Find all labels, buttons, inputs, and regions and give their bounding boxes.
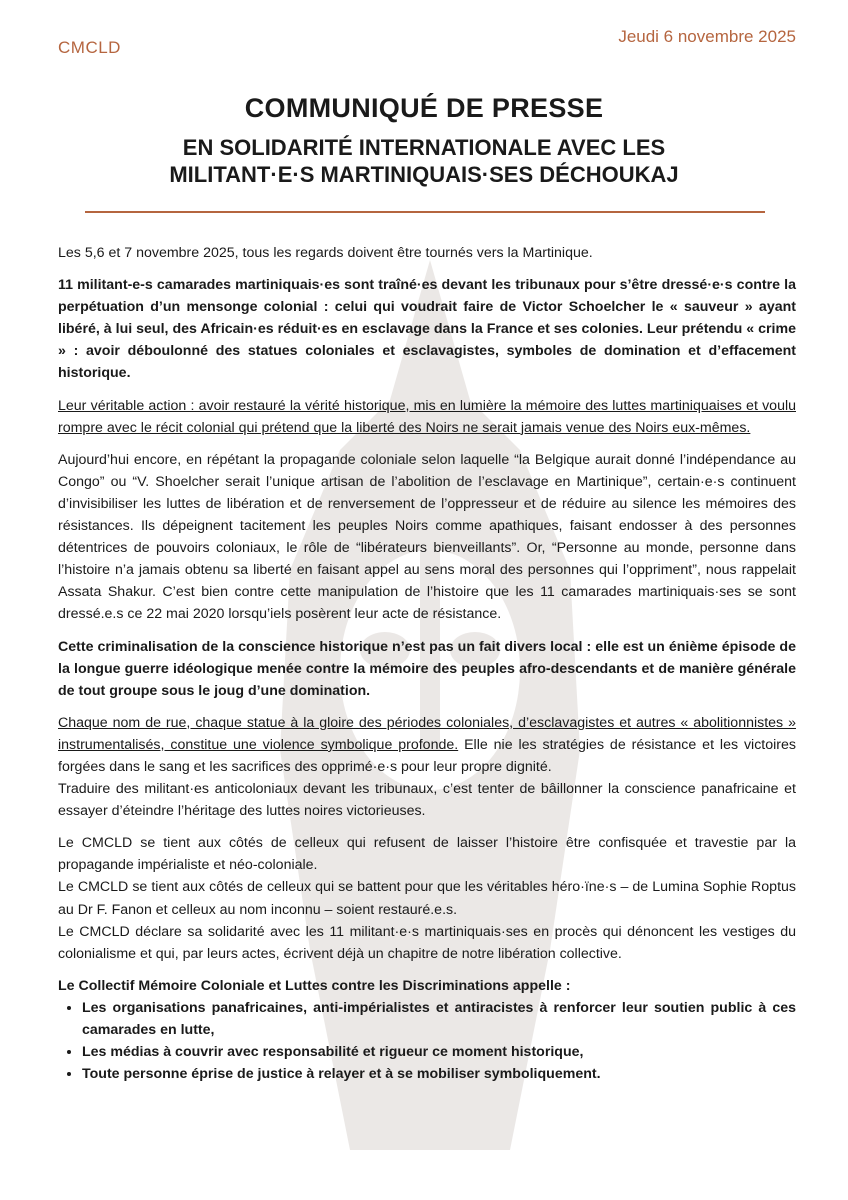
paragraph-criminalisation-text: Cette criminalisation de la conscience historique n’est pas un fait divers local : elle est un énième épisode de la longue guerre idéologique menée contre la mémoire des peuples afro-descendants et de manière générale de tout groupe sous le joug d’une domination. [58,638,796,699]
page-subtitle [60,134,788,188]
paragraph-trial-text: 11 militant-e-s camarades martiniquais·es sont traîné·es devant les tribunaux pour s’être dressé·e·s contre la perpétuation d’un mensonge colonial : celui qui voudrait faire de Victor Schoelcher le « sauveur » ayant libéré, à lui seul, des Africain·es réduit·es en esclavage dans la France et ses colonies. Leur prétendu « crime » : avoir déboulonné des statues coloniales et esclavagistes, symboles de domination et d’effacement historique. [58,277,796,382]
street-names-underlined: Chaque nom de rue, chaque statue à la gloire des périodes coloniales, d’esclavagistes et autres « abolitionnistes » instrumentalisés, constitue une violence symbolique profonde. [58,714,796,753]
list-item: • Toute personne éprise de justice à relayer et à se mobiliser symboliquement. [82,1063,796,1085]
paragraph-appeal-intro [58,975,796,997]
street-names-rest: Elle nie les stratégies de résistance et les victoires forgées dans le sang et les sacrifices des opprimé·e·s pour leur propre dignité. [58,736,796,775]
paragraph-criminalisation [58,636,796,702]
paragraph-intro: Les 5,6 et 7 novembre 2025, tous les regards doivent être tournés vers la Martinique. [58,245,593,261]
subtitle-line-2: MILITANT·E·S MARTINIQUAIS·SES DÉCHOUKAJ [169,162,679,187]
list-item: • Les organisations panafricaines, anti-impérialistes et antiracistes à renforcer leur soutien public à ces camarades en lutte, [82,997,796,1041]
appeal-intro-text: Le Collectif Mémoire Coloniale et Luttes contre les Discriminations appelle : [58,977,571,994]
paragraph-solidarity: Le CMCLD déclare sa solidarité avec les 11 militant·e·s martiniquais·ses en procès qui dénoncent les vestiges du colonialisme et qui, par leurs actes, écrivent déjà un chapitre de notre libération collective. [58,923,796,962]
organization-acronym: CMCLD [58,38,121,57]
paragraph-action [58,395,796,439]
press-release-date: Jeudi 6 novembre 2025 [618,27,796,46]
subtitle-line-1: EN SOLIDARITÉ INTERNATIONALE AVEC LES [182,135,666,160]
list-item: • Les médias à couvrir avec responsabilité et rigueur ce moment historique, [82,1041,796,1063]
paragraph-gag: Traduire des militant·es anticoloniaux devant les tribunaux, c’est tenter de bâillonner la conscience panafricaine et essayer d’éteindre l’héritage des luttes noires victorieuses. [58,781,796,820]
paragraph-action-text: Leur véritable action : avoir restauré la vérité historique, mis en lumière la mémoire des luttes martiniquaises et voulu rompre avec le récit colonial qui prétend que la liberté des Noirs ne serait jamais venue des Noirs eux-mêmes. [58,397,796,436]
paragraph-stand: Le CMCLD se tient aux côtés de celleux qui refusent de laisser l’histoire être confisquée et travestie par la propagande impérialiste et néo-coloniale. [58,835,796,874]
paragraph-trial [58,274,796,384]
paragraph-heroes: Le CMCLD se tient aux côtés de celleux qui se battent pour que les véritables héro·ïne·s – de Lumina Sophie Roptus au Dr F. Fanon et celleux au nom inconnu – soient restauré.e.s. [58,879,796,918]
title-divider [85,211,765,213]
paragraph-propaganda: Aujourd’hui encore, en répétant la propagande coloniale selon laquelle “la Belgique aurait donné l’indépendance au Congo” ou “V. Shoelcher serait l’unique artisan de l’abolition de l’esclavage en Martinique”, certain·e·s continuent d’invisibiliser les luttes de libération et de renversement de l’oppresseur et de réduire au silence les mémoires des résistances. Ils dépeignent tacitement les peuples Noirs comme apathiques, faisant endosser à des personnes détentrices de pouvoirs coloniaux, le rôle de “libérateurs bienveillants”. Or, “Personne au monde, personne dans l’histoire n’a jamais obtenu sa liberté en faisant appel au sens moral des personnes qui l’oppriment”, nous rappelait Assata Shakur. C’est bien contre cette manipulation de l’histoire que les 11 camarades martiniquais·ses se sont dressé.e.s ce 22 mai 2020 lorsqu’iels posèrent leur acte de résistance. [58,451,796,623]
press-release-body [58,242,796,1085]
paragraph-street-names [58,712,796,778]
calls-list [58,997,796,1085]
page-title: COMMUNIQUÉ DE PRESSE [244,93,604,123]
